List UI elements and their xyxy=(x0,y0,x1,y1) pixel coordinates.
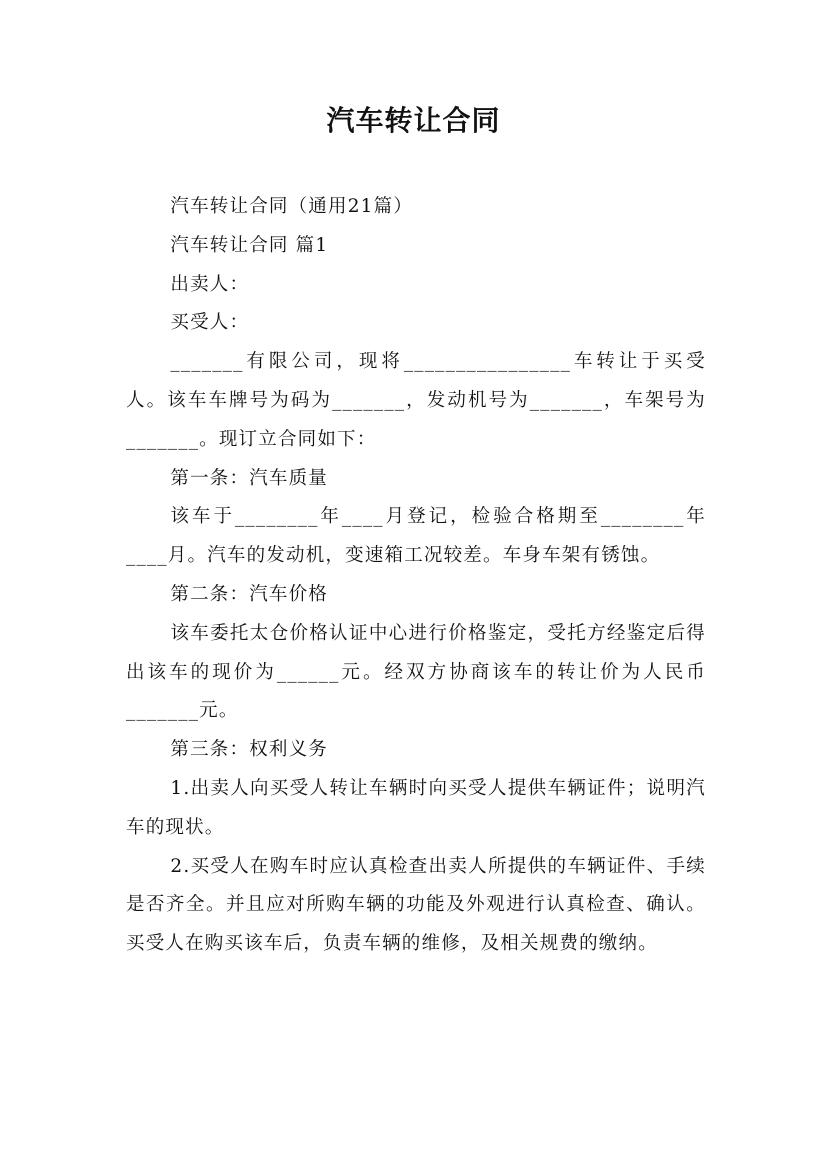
article-1-body: 该车于________年____月登记，检验合格期至________年____月。汽车的发动机，变速箱工况较差。车身车架有锈蚀。 xyxy=(126,506,706,567)
document-subtitle: 汽车转让合同（通用21篇） xyxy=(170,196,414,217)
document-body xyxy=(126,188,706,964)
article-3-heading: 第三条：权利义务 xyxy=(170,739,328,761)
article-1-heading: 第一条：汽车质量 xyxy=(170,467,328,489)
article-3-item-1: 1.出卖人向买受人转让车辆时向买受人提供车辆证件；说明汽车的现状。 xyxy=(126,777,706,838)
intro-paragraph: _______有限公司，现将________________车转让于买受人。该车车牌号为码为_______，发动机号为_______，车架号为_______。现订立合同如下： xyxy=(126,351,706,450)
article-3-item-2: 2.买受人在购车时应认真检查出卖人所提供的车辆证件、手续是否齐全。并且应对所购车辆的功能及外观进行认真检查、确认。买受人在购买该车后，负责车辆的维修，及相关规费的缴纳。 xyxy=(126,855,706,955)
section-heading: 汽车转让合同 篇1 xyxy=(170,234,329,256)
buyer-line: 买受人： xyxy=(170,312,250,334)
seller-line: 出卖人： xyxy=(170,273,250,295)
article-2-heading: 第二条：汽车价格 xyxy=(170,583,328,605)
page-title: 汽车转让合同 xyxy=(326,104,501,137)
article-2-body: 该车委托太仓价格认证中心进行价格鉴定，受托方经鉴定后得出该车的现价为______元。经双方协商该车的转让价为人民币_______元。 xyxy=(126,622,706,722)
